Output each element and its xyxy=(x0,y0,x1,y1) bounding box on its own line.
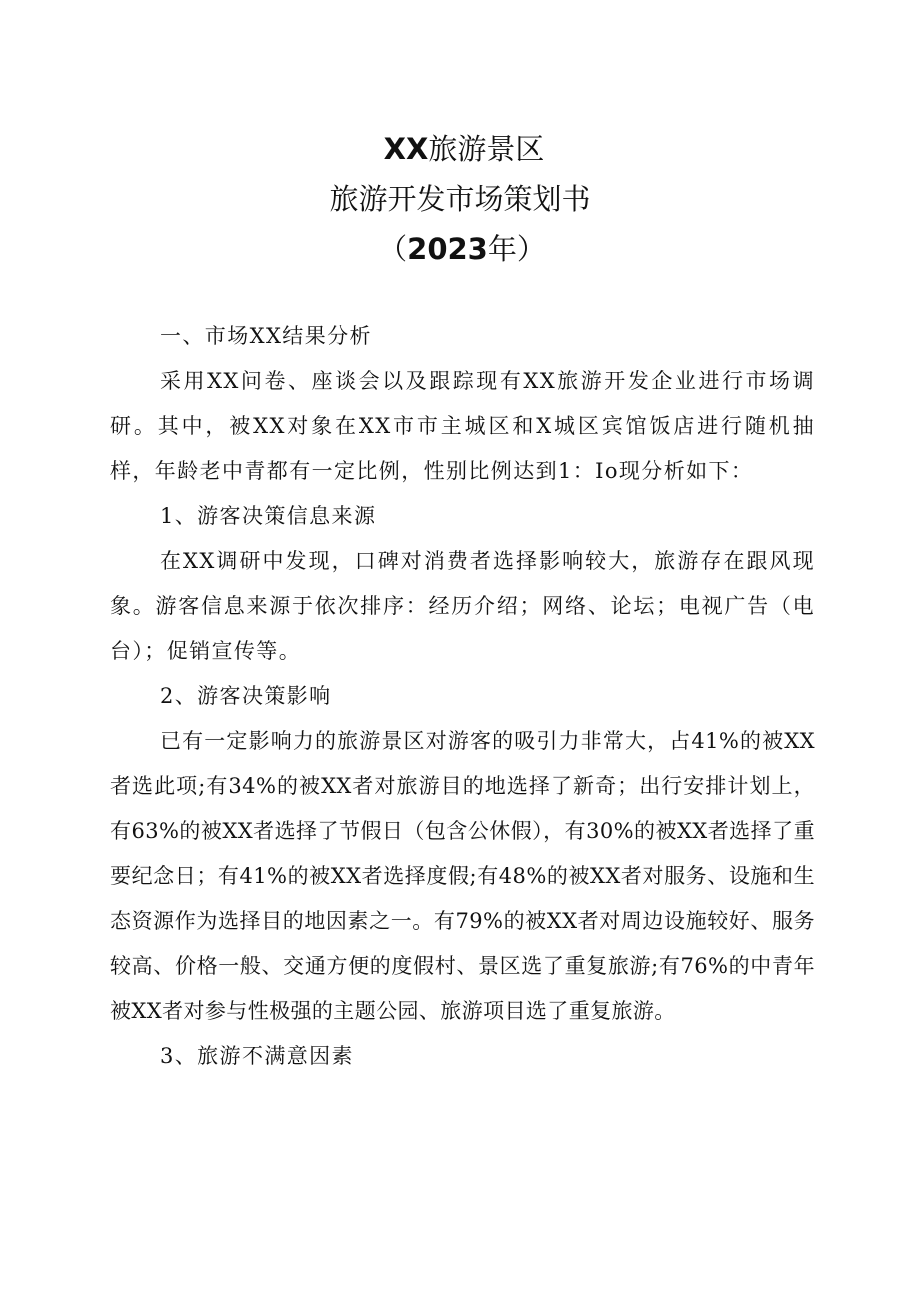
title-line-3 xyxy=(0,224,920,274)
title-line-2: 旅游开发市场策划书 xyxy=(329,182,591,216)
title-line-1 xyxy=(0,124,920,174)
title-prefix: XX xyxy=(383,132,429,166)
section-heading-3: 2、游客决策影响 xyxy=(160,684,332,708)
section-heading-1: 一、市场XX结果分析 xyxy=(160,324,372,348)
title-close-paren: 年） xyxy=(487,232,546,266)
title-open-paren: （ xyxy=(378,232,408,266)
section-heading-2: 1、游客决策信息来源 xyxy=(160,504,377,528)
paragraph-2: 在XX调研中发现，口碑对消费者选择影响较大，旅游存在跟风现象。游客信息来源于依次排序：经历介绍；网络、论坛；电视广告（电台）；促销宣传等。 xyxy=(110,549,815,663)
section-heading-4: 3、旅游不满意因素 xyxy=(160,1044,354,1068)
paragraph-3: 已有一定影响力的旅游景区对游客的吸引力非常大，占41%的被XX者选此项;有34%的被XX者对旅游目的地选择了新奇；出行安排计划上，有63%的被XX者选择了节假日（包含公休假），有30%的被XX者选择了重要纪念日；有41%的被XX者选择度假;有48%的被XX者对服务、设施和生态资源作为选择目的地因素之一。有79%的被XX者对周边设施较好、服务较高、价格一般、交通方便的度假村、景区选了重复旅游;有76%的中青年被XX者对参与性极强的主题公园、旅游项目选了重复旅游。 xyxy=(110,729,815,1023)
title-year: 2023 xyxy=(407,232,488,266)
document-body xyxy=(110,314,815,1079)
document-title xyxy=(0,124,920,274)
paragraph-1: 采用XX问卷、座谈会以及跟踪现有XX旅游开发企业进行市场调研。其中，被XX对象在XX市市主城区和X城区宾馆饭店进行随机抽样，年龄老中青都有一定比例，性别比例达到1：Io现分析如下： xyxy=(110,369,815,483)
title-main: 旅游景区 xyxy=(428,132,545,166)
